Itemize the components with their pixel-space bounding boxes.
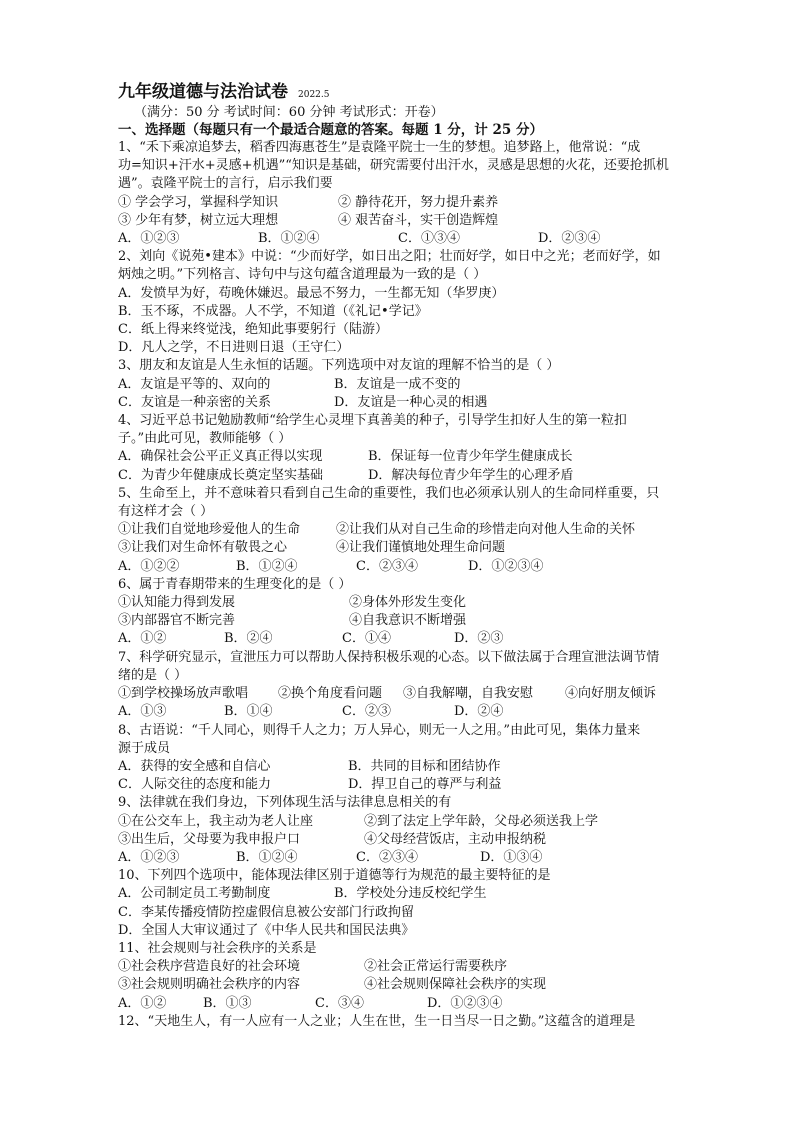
question-stem: 1、“禾下乘凉追梦去，稻香四海惠苍生”是袁隆平院士一生的梦想。追梦路上，他常说：“成 [118, 140, 641, 155]
option-b: B．①②④ [236, 558, 298, 574]
section-heading: 一、选择题（每题只有一个最适合题意的答案。每题 1 分，计 25 分） [118, 122, 543, 138]
statement: ③内部器官不断完善 [118, 613, 236, 629]
option-row [118, 230, 708, 248]
statement: ②身体外形发生变化 [349, 595, 467, 611]
question-stem: 4、习近平总书记勉励教师“给学生心灵埋下真善美的种子，引导学生扣好人生的第一粒扣 [118, 413, 627, 429]
option-a: A．①②③ [118, 231, 180, 247]
exam-title: 九年级道德与法治试卷 [118, 82, 288, 102]
question-stem: 9、法律就在我们身边，下列体现生活与法律息息相关的有 [118, 795, 452, 811]
option-b: B．学校处分违反校纪学生 [334, 886, 487, 902]
option-d: D．捍卫自己的尊严与利益 [348, 777, 502, 793]
statement: ④自我意识不断增强 [349, 613, 467, 629]
option-row [118, 758, 708, 776]
option-a: A．友谊是平等的、双向的 [118, 376, 271, 392]
question-stem: 遇”。袁隆平院士的言行，启示我们要 [118, 176, 333, 192]
question-stem: 功=知识+汗水+灵感+机遇”“知识是基础，研究需要付出汗水，灵感是思想的火花，还要抢抓机 [118, 158, 669, 174]
option-a: A．确保社会公平正义真正得以实现 [118, 449, 323, 465]
option-c: C．①③④ [398, 231, 460, 247]
option-row [118, 849, 708, 867]
question-stem: 7、科学研究显示，宣泄压力可以帮助人保持积极乐观的心态。以下做法属于合理宣泄法调节情 [118, 649, 660, 665]
option-c: C．②③④ [356, 849, 418, 865]
statement-row [118, 813, 708, 831]
option-a: A．发愤早为好，苟晚休嫌迟。最忌不努力，一生都无知（华罗庚） [118, 285, 505, 301]
question-stem: 绪的是（ ） [118, 667, 188, 683]
statement-row [118, 685, 708, 703]
option-d: D．①②③④ [427, 995, 503, 1011]
option-row [118, 776, 708, 794]
option-row [118, 376, 708, 394]
option-a: A．①②③ [118, 849, 180, 865]
exam-date: 2022.5 [298, 90, 330, 100]
option-d: D．全国人大审议通过了《中华人民共和国民法典》 [118, 922, 415, 938]
statement: ②到了法定上学年龄，父母必须送我上学 [364, 813, 599, 829]
question-stem: 6、属于青春期带来的生理变化的是（ ） [118, 576, 352, 592]
option-c: C．为青少年健康成长奠定坚实基础 [118, 467, 323, 483]
statement: ① 学会学习，掌握科学知识 [118, 194, 279, 210]
option-b: B．友谊是一成不变的 [334, 376, 461, 392]
option-row [118, 885, 708, 903]
question-stem: 3、朋友和友谊是人生永恒的话题。下列选项中对友谊的理解不恰当的是（ ） [118, 358, 560, 374]
option-c: C．人际交往的态度和能力 [118, 777, 271, 793]
option-b: B．②④ [224, 631, 273, 647]
statement: ①在公交车上，我主动为老人让座 [118, 813, 314, 829]
statement: ①社会秩序营造良好的社会环境 [118, 959, 301, 975]
option-row [118, 630, 708, 648]
option-d: D．解决每位青少年学生的心理矛盾 [368, 467, 574, 483]
question-stem: 子。”由此可见，教师能够（ ） [118, 431, 292, 447]
statement: ①认知能力得到发展 [118, 595, 236, 611]
option-a: A．①② [118, 995, 167, 1011]
option-row [118, 394, 708, 412]
statement: ③ 少年有梦，树立远大理想 [118, 212, 279, 228]
question-1 [118, 139, 708, 248]
option-b: B．共同的目标和团结协作 [348, 758, 501, 774]
question-stem: 12、“天地生人，有一人应有一人之业；人生在世，生一日当尽一日之勤。”这蕴含的道理是 [118, 1013, 636, 1029]
option-row [118, 995, 708, 1013]
option-d: D．友谊是一种心灵的相遇 [334, 394, 488, 410]
question-4 [118, 412, 708, 485]
option-row [118, 703, 708, 721]
option-c: C．李某传播疫情防控虚假信息被公安部门行政拘留 [118, 904, 414, 920]
exam-header [118, 80, 708, 104]
exam-info: （满分：50 分 考试时间：60 分钟 考试形式：开卷） [134, 105, 444, 120]
statement-row [118, 831, 708, 849]
statement: ④社会规则保障社会秩序的实现 [364, 977, 547, 993]
statement: ② 静待花开，努力提升素养 [338, 194, 499, 210]
statement: ④让我们谨慎地处理生命问题 [336, 540, 506, 556]
option-b: B．①②④ [258, 231, 320, 247]
question-stem: 2、刘向《说苑•建本》中说：“少而好学，如日出之阳；壮而好学，如日中之光；老而好学，如 [118, 249, 661, 265]
option-a: A．①②② [118, 558, 180, 574]
statement: ②社会正常运行需要秩序 [364, 959, 508, 975]
statement: ④向好朋友倾诉 [565, 686, 657, 702]
statement-row [118, 212, 708, 230]
question-10 [118, 867, 708, 940]
statement: ③让我们对生命怀有敬畏之心 [118, 540, 288, 556]
question-stem: 8、古语说：“千人同心，则得千人之力；万人异心，则无一人之用。”由此可见，集体力量来 [118, 722, 641, 738]
question-8 [118, 722, 708, 795]
statement: ①到学校操场放声歌唱 [118, 686, 249, 702]
option-b: B．保证每一位青少年学生健康成长 [368, 449, 573, 465]
statement-row [118, 194, 708, 212]
statement-row [118, 539, 708, 557]
option-b: B．玉不琢，不成器。人不学，不知道（《礼记•学记》 [118, 303, 428, 319]
statement-row [118, 612, 708, 630]
question-stem: 11、社会规则与社会秩序的关系是 [118, 940, 317, 956]
option-row [118, 448, 708, 466]
question-5 [118, 485, 708, 576]
question-6 [118, 576, 708, 649]
question-3 [118, 357, 708, 412]
option-b: B．①④ [224, 704, 273, 720]
statement: ③出生后，父母要为我申报户口 [118, 831, 301, 847]
option-a: A．公司制定员工考勤制度 [118, 886, 271, 902]
question-7 [118, 649, 708, 722]
statement-row [118, 958, 708, 976]
statement-row [118, 521, 708, 539]
statement: ②换个角度看问题 [278, 686, 383, 702]
question-stem: 有这样才会（ ） [118, 504, 214, 520]
statement: ④ 艰苦奋斗，实干创造辉煌 [338, 212, 499, 228]
option-d: D．②③④ [538, 231, 601, 247]
option-row [118, 558, 708, 576]
option-a: A．①② [118, 631, 167, 647]
option-c: C．友谊是一种亲密的关系 [118, 394, 271, 410]
option-b: B．①②④ [236, 849, 298, 865]
statement: ④父母经营饭店，主动申报纳税 [364, 831, 547, 847]
option-d: D．①③④ [480, 849, 543, 865]
option-c: C．②③ [342, 704, 391, 720]
option-c: C．③④ [315, 995, 364, 1011]
option-a: A．①③ [118, 704, 167, 720]
option-d: D．凡人之学，不日进则日退（王守仁） [118, 340, 350, 356]
option-c: C．纸上得来终觉浅，绝知此事要躬行（陆游） [118, 322, 388, 338]
question-11 [118, 940, 708, 1013]
statement: ③自我解嘲，自我安慰 [403, 686, 534, 702]
exam-page [118, 80, 708, 1031]
question-stem: 炳烛之明。”下列格言、诗句中与这句蕴含道理最为一致的是（ ） [118, 267, 487, 283]
question-stem: 10、下列四个选项中，能体现法律区别于道德等行为规范的最主要特征的是 [118, 868, 551, 884]
option-a: A．获得的安全感和自信心 [118, 758, 271, 774]
statement: ③社会规则明确社会秩序的内容 [118, 977, 301, 993]
statement-row [118, 976, 708, 994]
question-stem: 源于成员 [118, 740, 171, 756]
option-c: C．②③④ [356, 558, 418, 574]
question-12 [118, 1013, 708, 1031]
statement: ①让我们自觉地珍爱他人的生命 [118, 522, 301, 538]
option-b: B．①③ [203, 995, 252, 1011]
option-d: D．②③ [454, 631, 504, 647]
question-2 [118, 248, 708, 357]
question-stem: 5、生命至上，并不意味着只看到自己生命的重要性，我们也必须承认别人的生命同样重要，只 [118, 485, 660, 501]
option-d: D．②④ [454, 704, 504, 720]
option-c: C．①④ [342, 631, 391, 647]
statement-row [118, 594, 708, 612]
question-9 [118, 794, 708, 867]
option-d: D．①②③④ [468, 558, 544, 574]
option-row [118, 467, 708, 485]
statement: ②让我们从对自己生命的珍惜走向对他人生命的关怀 [336, 522, 636, 538]
